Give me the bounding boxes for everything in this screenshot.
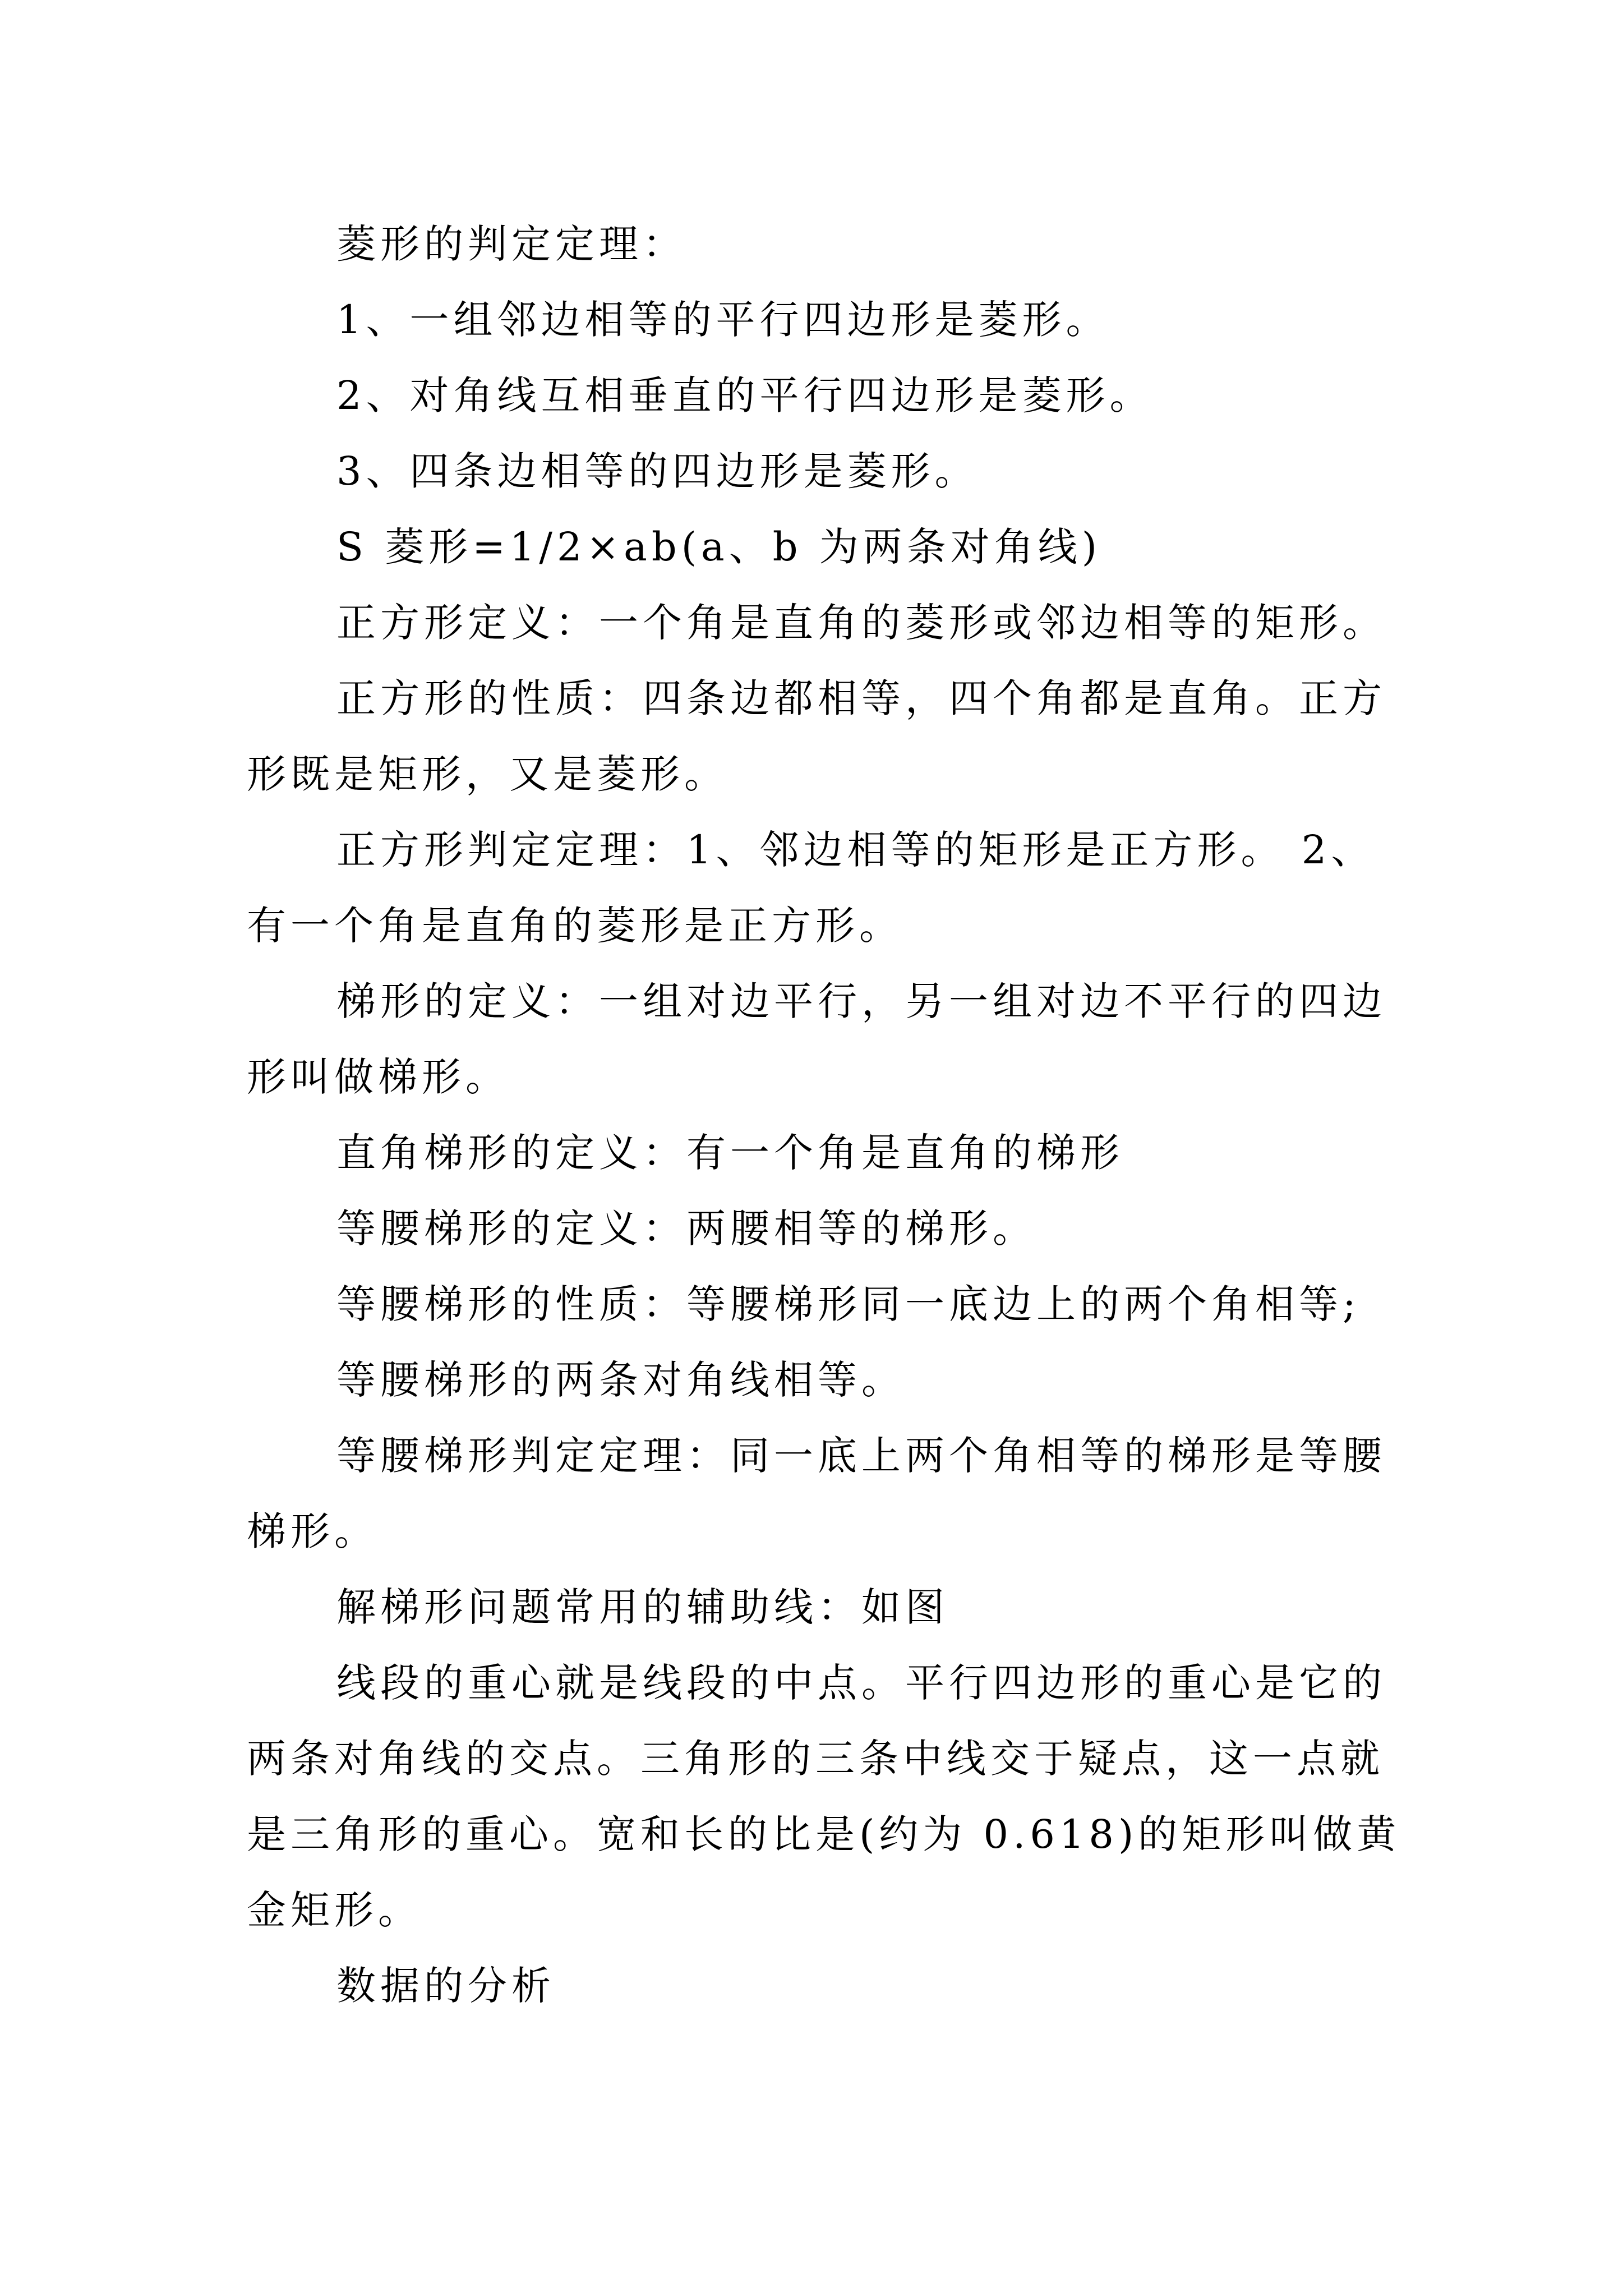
text-line: 解梯形问题常用的辅助线：如图 xyxy=(336,1584,949,1630)
text-line: 两条对角线的交点。三角形的三条中线交于疑点，这一点就 xyxy=(247,1736,1384,1782)
text-line: 梯形的定义：一组对边平行，另一组对边不平行的四边 xyxy=(336,978,1386,1024)
text-line: 等腰梯形的性质：等腰梯形同一底边上的两个角相等; xyxy=(336,1281,1361,1327)
text-line: 线段的重心就是线段的中点。平行四边形的重心是它的 xyxy=(336,1660,1386,1706)
text-line: 正方形定义：一个角是直角的菱形或邻边相等的矩形。 xyxy=(336,600,1386,646)
text-line: 菱形的判定定理： xyxy=(336,221,686,267)
text-line: 1、一组邻边相等的平行四边形是菱形。 xyxy=(336,297,1110,343)
text-line: 是三角形的重心。宽和长的比是(约为 0.618)的矩形叫做黄 xyxy=(247,1811,1401,1857)
text-line: 金矩形。 xyxy=(247,1887,422,1933)
text-line: 等腰梯形的定义：两腰相等的梯形。 xyxy=(336,1205,1036,1251)
text-line: S 菱形=1/2×ab(a、b 为两条对角线) xyxy=(336,524,1102,570)
text-line: 3、四条边相等的四边形是菱形。 xyxy=(336,448,979,494)
text-line: 数据的分析 xyxy=(336,1963,555,2009)
text-line: 形叫做梯形。 xyxy=(247,1054,509,1100)
text-line: 直角梯形的定义：有一个角是直角的梯形 xyxy=(336,1130,1124,1176)
text-line: 等腰梯形的两条对角线相等。 xyxy=(336,1357,905,1403)
text-line: 2、对角线互相垂直的平行四边形是菱形。 xyxy=(336,372,1154,418)
text-line: 有一个角是直角的菱形是正方形。 xyxy=(247,903,903,949)
text-line: 形既是矩形，又是菱形。 xyxy=(247,751,728,797)
text-line: 正方形的性质：四条边都相等，四个角都是直角。正方 xyxy=(336,675,1386,721)
text-line: 等腰梯形判定定理：同一底上两个角相等的梯形是等腰 xyxy=(336,1433,1386,1479)
text-line: 梯形。 xyxy=(247,1508,378,1554)
text-line: 正方形判定定理：1、邻边相等的矩形是正方形。 2、 xyxy=(336,827,1375,873)
